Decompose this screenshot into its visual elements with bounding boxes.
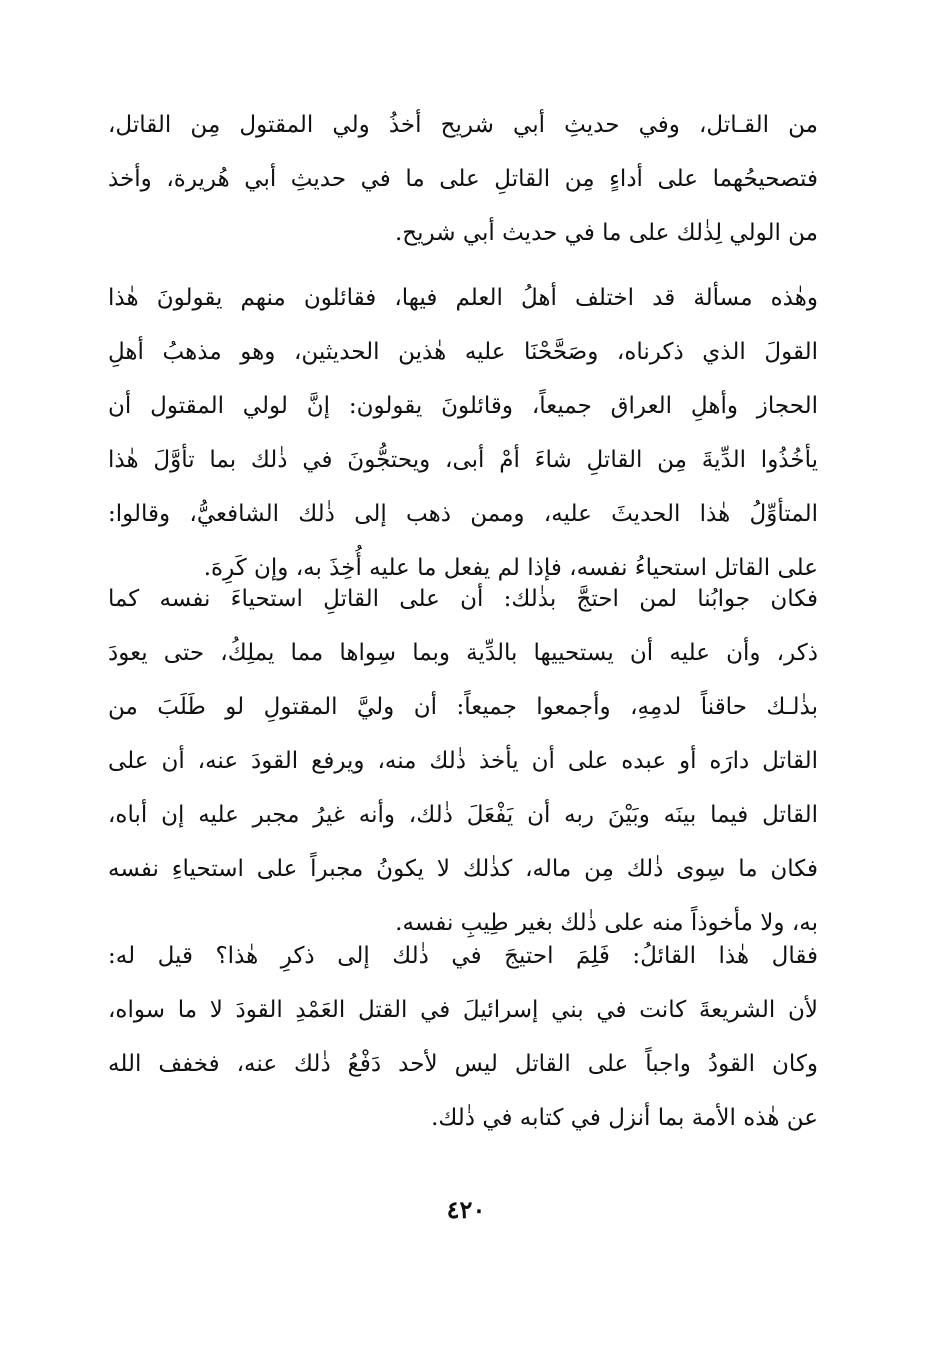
text-line: فقال هٰذا القائلُ: فَلِمَ احتيجَ في ذٰلك إلى ذكرِ هٰذا؟ قيل له:	[108, 943, 818, 969]
text-line: المتأوِّلُ هٰذا الحديثَ عليه، وممن ذهب إلى ذٰلك الشافعيُّ، وقالوا:	[108, 501, 818, 527]
text-line: فكان ما سِوى ذٰلك مِن ماله، كذٰلك لا يكونُ مجبراً على استحياءِ نفسه	[108, 856, 818, 882]
text-line: لأن الشريعةَ كانت في بني إسرائيلَ في القتل العَمْدِ القودَ لا ما سواه،	[108, 997, 818, 1023]
text-line: بذٰلـك حاقناً لدمِهِ، وأجمعوا جميعاً: أن وليَّ المقتولِ لو طَلَبَ من	[108, 694, 818, 720]
text-line: فكان جوابُنا لمن احتجَّ بذٰلك: أن على القاتلِ استحياءَ نفسه كما	[108, 586, 818, 612]
text-line: عن هٰذه الأمة بما أنزل في كتابه في ذٰلك.	[431, 1105, 818, 1131]
text-line: ذكر، وأن عليه أن يستحييها بالدِّية وبما سِواها مما يملِكُ، حتى يعودَ	[108, 640, 818, 666]
text-line: القولَ الذي ذكرناه، وصَحَّحْنَا عليه هٰذين الحديثين، وهو مذهبُ أهلِ	[108, 339, 818, 365]
paragraph-4	[108, 929, 818, 1145]
text-line: من الولي لِذٰلك على ما في حديث أبي شريح.	[394, 220, 818, 246]
paragraph-2	[108, 271, 818, 595]
page-number: ٤٢٠	[446, 1195, 486, 1224]
text-line: من القـاتل، وفي حديثِ أبي شريح أخذُ ولي المقتول مِن القاتل،	[108, 112, 818, 138]
text-line: الحجاز وأهلِ العراق جميعاً، وقائلونَ يقولون: إنَّ لولي المقتول أن	[108, 393, 818, 419]
text-line: القاتل فيما بينَه وبَيْنَ ربه أن يَفْعَلَ ذٰلك، وأنه غيرُ مجبر عليه إن أباه،	[108, 802, 818, 828]
text-line: وهٰذه مسألة قد اختلف أهلُ العلم فيها، فقائلون منهم يقولونَ هٰذا	[108, 285, 818, 311]
text-line: وكان القودُ واجباً على القاتل ليس لأحد دَفْعُ ذٰلك عنه، فخفف الله	[108, 1051, 818, 1077]
text-line: على القاتل استحياءُ نفسه، فإذا لم يفعل ما عليه أُخِذَ به، وإن كَرِهَ.	[203, 555, 818, 581]
paragraph-3	[108, 572, 818, 950]
text-line: فتصحيحُهما على أداءٍ مِن القاتلِ على ما في حديثِ أبي هُريرة، وأخذ	[108, 166, 818, 192]
text-line: به، ولا مأخوذاً منه على ذٰلك بغير طِيبِ نفسه.	[395, 910, 818, 936]
text-line: يأخُذُوا الدِّيةَ مِن القاتلِ شاءَ أمْ أبى، ويحتجُّونَ في ذٰلك بما تأوَّلَ هٰذا	[108, 447, 818, 473]
paragraph-1	[108, 98, 818, 260]
text-line: القاتل دارَه أو عبده على أن يأخذ ذٰلك منه، ويرفع القودَ عنه، أن على	[108, 748, 818, 774]
